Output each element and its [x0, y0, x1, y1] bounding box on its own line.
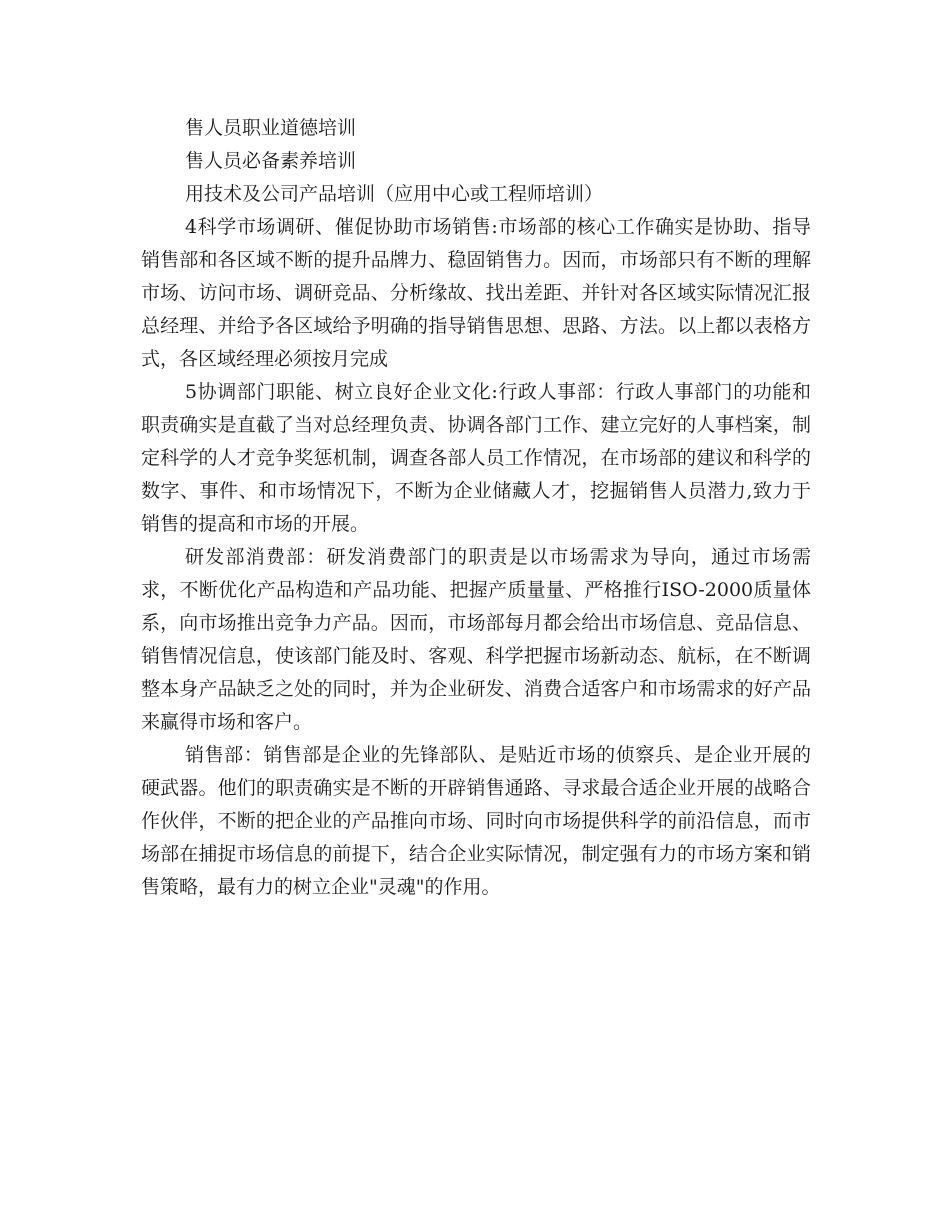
document-body — [141, 112, 811, 904]
paragraph-sales-department: 销售部：销售部是企业的先锋部队、是贴近市场的侦察兵、是企业开展的硬武器。他们的职责确实是不断的开辟销售通路、寻求最合适企业开展的战略合作伙伴，不断的把企业的产品推向市场、同时向市场提供科学的前沿信息，而市场部在捕捉市场信息的前提下，结合企业实际情况，制定强有力的市场方案和销售策略，最有力的树立企业"灵魂"的作用。 — [141, 744, 811, 898]
training-item-qualities: 售人员必备素养培训 — [185, 150, 357, 172]
paragraph-hr-department: 5协调部门职能、树立良好企业文化:行政人事部：行政人事部门的功能和职责确实是直截了当对总经理负责、协调各部门工作、建立完好的人事档案，制定科学的人才竞争奖惩机制，调查各部人员工作情况，在市场部的建议和科学的数字、事件、和市场情况下，不断为企业储藏人才，挖掘销售人员潜力,致力于销售的提高和市场的开展。 — [141, 381, 811, 535]
training-item-ethics: 售人员职业道德培训 — [185, 117, 357, 139]
paragraph-rd-production: 研发部消费部：研发消费部门的职责是以市场需求为导向，通过市场需求，不断优化产品构造和产品功能、把握产质量量、严格推行ISO-2000质量体系，向市场推出竞争力产品。因而，市场部每月都会给出市场信息、竞品信息、销售情况信息，使该部门能及时、客观、科学把握市场新动态、航标，在不断调整本身产品缺乏之处的同时，并为企业研发、消费合适客户和市场需求的好产品来赢得市场和客户。 — [141, 546, 811, 733]
paragraph-market-research: 4科学市场调研、催促协助市场销售:市场部的核心工作确实是协助、指导销售部和各区域不断的提升品牌力、稳固销售力。因而，市场部只有不断的理解市场、访问市场、调研竞品、分析缘故、找出差距、并针对各区域实际情况汇报总经理、并给予各区域给予明确的指导销售思想、思路、方法。以上都以表格方式，各区域经理必须按月完成 — [141, 216, 811, 370]
training-item-technology: 用技术及公司产品培训（应用中心或工程师培训） — [185, 183, 604, 205]
